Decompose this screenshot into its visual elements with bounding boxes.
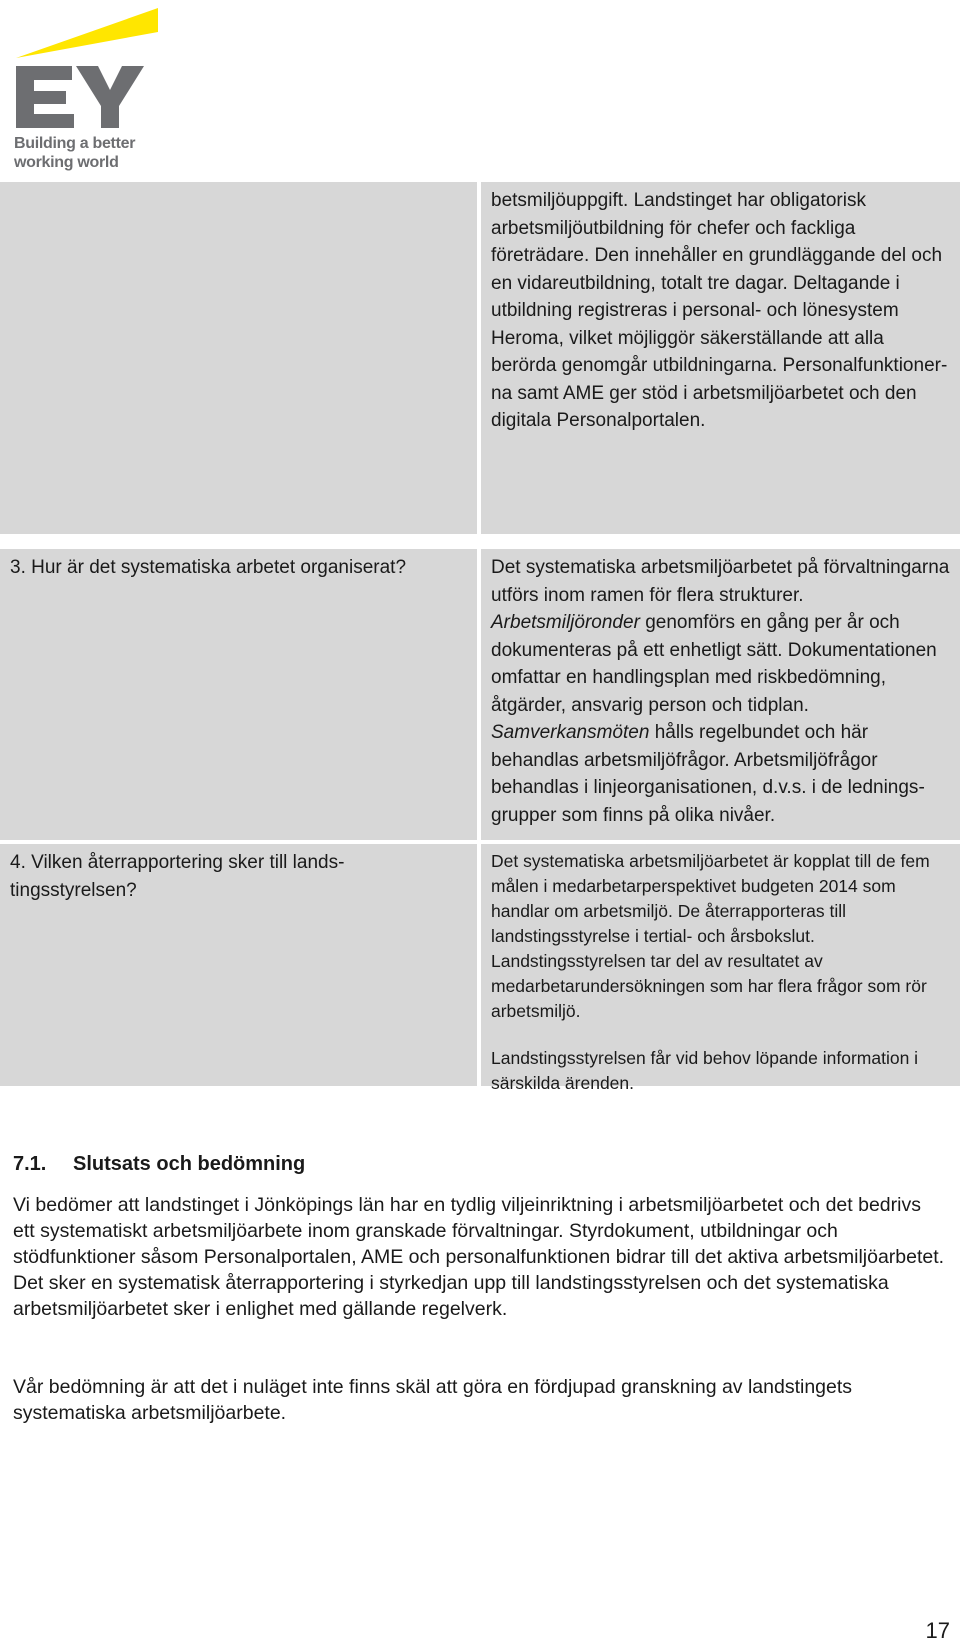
row3-answer-text: [491, 554, 950, 829]
row3-answer-part-e: hålls regelbundet och här behandlas arbetsmiljöfrågor. Arbetsmiljöfrågor behandlas i linjeorganisationen, d.v.s. i de ledningsgrupper som finns på olika nivåer.: [491, 722, 925, 826]
ey-logo-mark: [12, 4, 162, 129]
row4-answer-paragraph-1: Det systematiska arbetsmiljöarbetet är kopplat till de fem målen i medarbetarperspektivet budgeten 2014 som handlar om arbetsmiljö. De återrapporteras till landstingsstyrelse i tertial- och årsbokslut. Landstingsstyrelsen tar del av resultatet av medarbetarundersökningen som har flera frågor som rör arbetsmiljö.: [491, 851, 930, 1021]
table-cell-row3-answer: [481, 549, 960, 840]
section-heading: [13, 1153, 305, 1176]
table-cell-row4-question: [0, 844, 477, 1086]
table-cell-row1-answer: [481, 182, 960, 534]
tagline-line-1: Building a better: [14, 135, 136, 152]
row4-answer-paragraph-2: Landstingsstyrelsen får vid behov löpande information i särskilda ärenden.: [491, 1048, 919, 1093]
row3-answer-part-a: Det systematiska arbetsmiljöarbetet på förvaltningarna utförs inom ramen för flera strukturer.: [491, 557, 950, 606]
table-cell-row4-answer: [481, 844, 960, 1093]
section-number: 7.1.: [13, 1153, 47, 1175]
page-number: 17: [925, 1618, 950, 1643]
ey-logo: [12, 4, 162, 172]
row1-answer-text: betsmiljöuppgift. Landstinget har obligatorisk arbetsmiljöutbildning för chefer och fackliga företrädare. Den innehåller en grundläggande del och en vidareutbildning, totalt tre dagar. Deltagande i utbildning registreras i personal- och lönesystem Heroma, vilket möjliggör säkerställande att alla berörda genomgår utbildningarna. Personalfunktionerna samt AME ger stöd i arbetsmiljöarbetet och den digitala Personalportalen.: [491, 190, 948, 431]
section-title: Slutsats och bedömning: [73, 1153, 306, 1175]
ey-tagline: [14, 134, 135, 172]
tagline-line-2: working world: [14, 154, 119, 171]
conclusion-paragraph-2: Vår bedömning är att det i nuläget inte finns skäl att göra en fördjupad granskning av landstingets systematiska arbetsmiljöarbete.: [13, 1376, 853, 1424]
table-cell-row1-question: [0, 182, 477, 534]
table-cell-row3-question: [0, 549, 477, 840]
row3-answer-italic-meetings: Samverkansmöten: [491, 722, 650, 743]
row4-question-text: 4. Vilken återrapportering sker till landstingsstyrelsen?: [10, 852, 345, 901]
row3-answer-italic-rounds: Arbetsmiljöronder: [491, 612, 640, 633]
row3-answer-part-c: genomförs en gång per år och dokumenteras på ett enhetligt sätt. Dokumentationen omfattar en handlingsplan med riskbedömning, åtgärder, ansvarig person och tidplan.: [491, 612, 937, 716]
row3-question-text: 3. Hur är det systematiska arbetet organiserat?: [10, 557, 407, 578]
conclusion-paragraph-1: Vi bedömer att landstinget i Jönköpings län har en tydlig viljeinriktning i arbetsmiljöarbetet och det bedrivs ett systematiskt arbetsmiljöarbete inom granskade förvaltningar. Styrdokument, utbildningar och stödfunktioner såsom Personalportalen, AME och personalfunktionen bidrar till det aktiva arbetsmiljöarbetet. Det sker en systematisk återrapportering i styrkedjan upp till landstingsstyrelsen och det systematiska arbetsmiljöarbetet sker i enlighet med gällande regelverk.: [13, 1194, 945, 1320]
